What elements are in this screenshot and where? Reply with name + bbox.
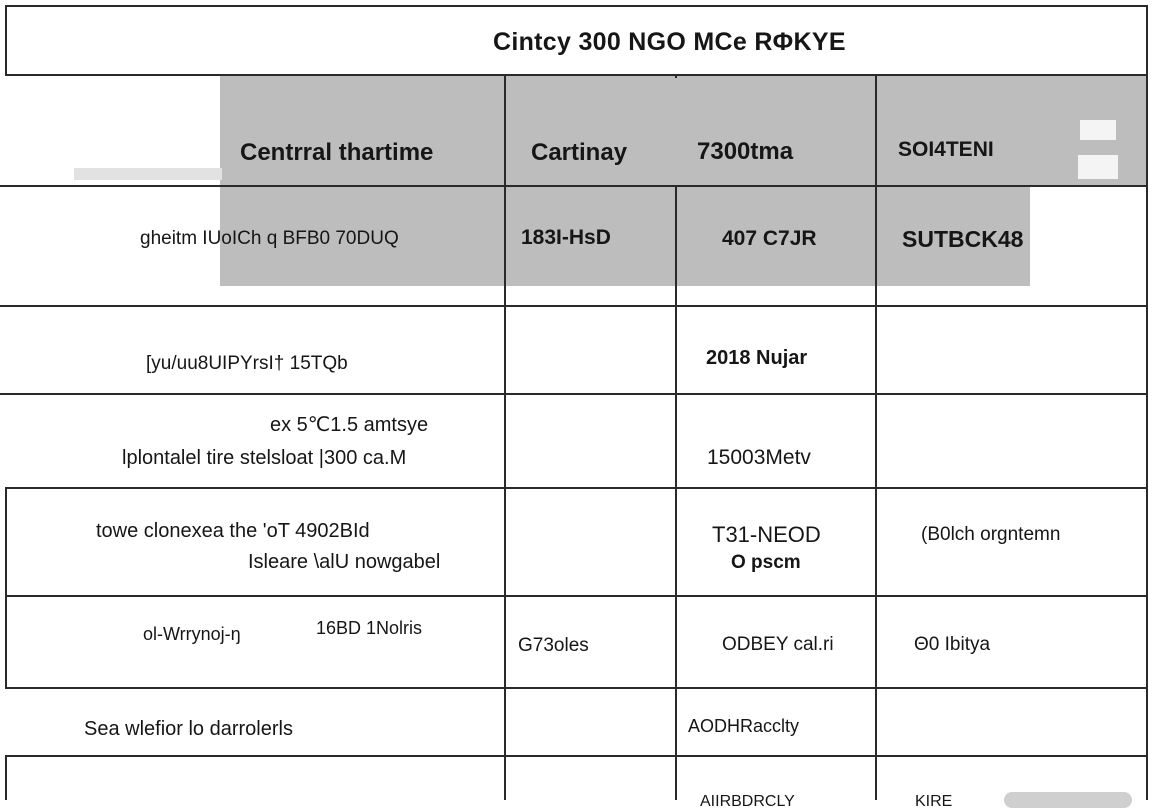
row4-col3-line2: O pscm: [731, 552, 801, 573]
row1-col4: SUTBCK48: [902, 226, 1024, 252]
row5-col4: Θ0 Ibitya: [914, 634, 991, 655]
table-rule: [675, 185, 677, 800]
highlight-band: [220, 76, 1148, 186]
table-rule: [5, 595, 1148, 597]
table-rule: [5, 5, 1148, 7]
row6-col3: AODHRacclty: [688, 716, 800, 736]
row2-col3: 2018 Nujar: [706, 347, 808, 369]
highlight-mark: [1080, 120, 1116, 140]
table-rule: [5, 755, 1148, 757]
header-col-2: Cartinay: [531, 139, 628, 166]
table-rule: [5, 5, 7, 76]
row3-col3: 15003Metv: [707, 446, 811, 469]
row5-col3: ODBEY cal.ri: [722, 634, 834, 655]
row5-col2: G73oles: [518, 635, 589, 656]
table-rule: [0, 393, 1148, 395]
row6-col1: Sea wlefior lo darrolerls: [84, 718, 293, 740]
row7-col4: KIRE: [915, 793, 953, 810]
row1-col2: 183I-HsD: [521, 226, 611, 249]
table-rule: [0, 185, 1148, 187]
row4-col1-line1: towe clonexea the 'oT 4902BId: [96, 520, 370, 542]
row3-col1-line2: lplontalel tire stelsloat |300 ca.M: [122, 447, 407, 469]
row5-col1-part2: 16BD 1Nolris: [316, 618, 423, 638]
table-rule: [5, 487, 1148, 489]
table-rule: [875, 74, 877, 800]
table-rule: [675, 74, 677, 78]
table-rule: [5, 687, 1148, 689]
table-rule: [504, 74, 506, 800]
page-title: Cintcy 300 NGO MCe RΦKYE: [493, 28, 846, 56]
row5-col1-part1: ol-Wrrynoj-ŋ: [143, 624, 241, 644]
row3-col1-line1: ex 5℃1.5 amtsye: [270, 414, 429, 436]
row7-col3: AIIRBDRCLY: [700, 793, 795, 810]
table-rule: [5, 755, 7, 800]
header-col-3: 7300tma: [697, 138, 794, 165]
row4-col4: (B0lch orgntemn: [921, 524, 1061, 545]
table-rule: [1146, 5, 1148, 800]
header-col-1: Centrral thartime: [240, 139, 434, 166]
table-rule: [5, 74, 1148, 76]
scrollbar-thumb[interactable]: [1004, 792, 1132, 808]
row4-col3-line1: T31-NEOD: [712, 522, 821, 547]
highlight-fade: [74, 168, 222, 180]
row1-col3: 407 C7JR: [722, 227, 817, 250]
table-rule: [0, 305, 1148, 307]
highlight-mark: [1078, 155, 1118, 179]
row2-col1: [yu/uu8UIPYrsI† 15TQb: [146, 353, 348, 374]
row4-col1-line2: Isleare \alU nowgabel: [248, 551, 441, 573]
table-rule: [5, 487, 7, 689]
row1-col1: gheitm IUoICh q BFB0 70DUQ: [140, 228, 399, 249]
header-col-4: SOI4TENI: [898, 138, 994, 161]
